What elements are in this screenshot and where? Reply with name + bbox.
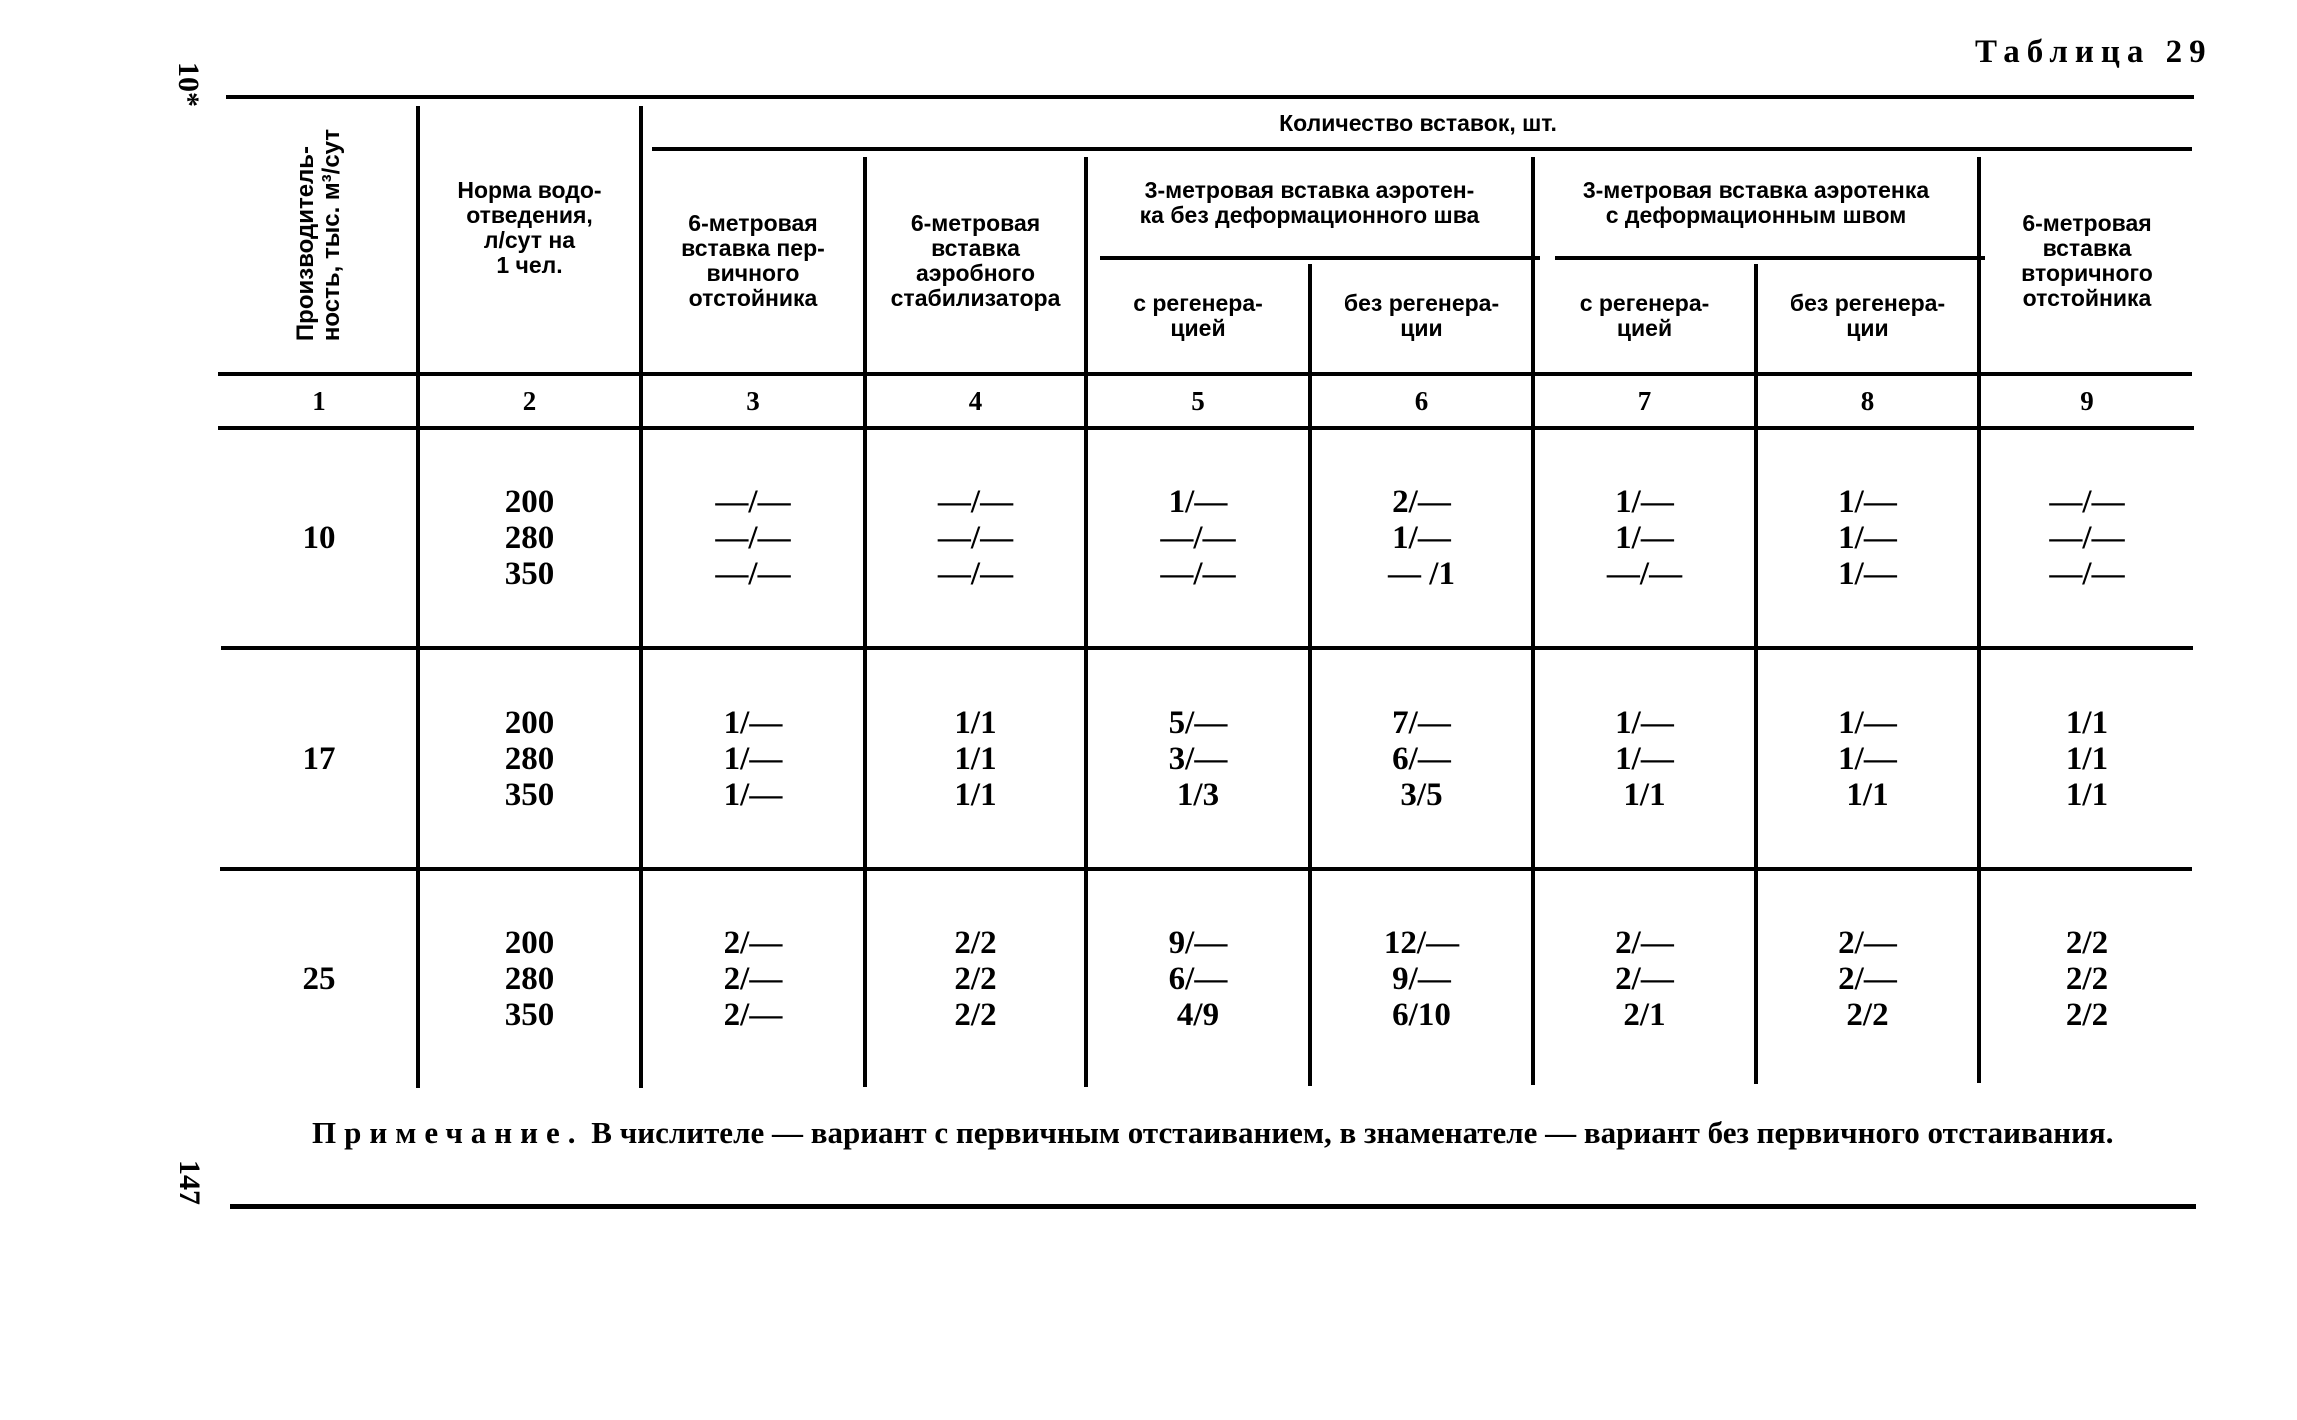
group-header-inserts-count: Количество вставок, шт.	[1279, 109, 1557, 136]
col4-cell: 2/2 2/2 2/2	[954, 925, 997, 1033]
col7-cell: 1/— 1/— 1/1	[1615, 704, 1674, 813]
col9-cell: 1/1 1/1 1/1	[2065, 704, 2109, 813]
capacity-cell: 25	[302, 961, 336, 997]
col5-cell: 5/— 3/— 1/3	[1168, 704, 1228, 813]
column-number-5: 5	[1191, 385, 1205, 416]
page-bottom-rule	[230, 1204, 2196, 1209]
col7-cell: 2/— 2/— 2/1	[1615, 925, 1674, 1033]
header-col5-with-regeneration: с регенера- цией	[1133, 290, 1263, 341]
col4-cell: —/— —/— —/—	[937, 484, 1014, 592]
header-col7-with-regeneration: с регенера- цией	[1579, 290, 1710, 341]
header-col6-without-regeneration: без регенера- ции	[1343, 290, 1500, 341]
column-number-3: 3	[746, 385, 760, 416]
margin-page-number: 147	[173, 1160, 206, 1205]
header-secondary-settler: 6-метровая вставка вторичного отстойника	[2021, 210, 2153, 311]
table-top-rule	[226, 95, 2194, 99]
column-number-8: 8	[1860, 385, 1875, 416]
col6-cell: 2/— 1/— — /1	[1388, 484, 1455, 592]
col9-cell: —/— —/— —/—	[2049, 484, 2125, 592]
header-drainage-norm: Норма водо- отведения, л/сут на 1 чел.	[457, 177, 602, 278]
col8-cell: 1/— 1/— 1/1	[1838, 704, 1897, 813]
capacity-cell: 10	[302, 520, 336, 556]
header-capacity	[222, 100, 416, 370]
column-number-2: 2	[522, 385, 537, 416]
col6-cell: 7/— 6/— 3/5	[1392, 704, 1451, 813]
column-number-9: 9	[2080, 385, 2094, 416]
col3-cell: —/— —/— —/—	[715, 484, 791, 592]
col4-cell: 1/1 1/1 1/1	[954, 704, 997, 813]
norm-cell: 200 280 350	[504, 704, 555, 813]
col5-cell: 9/— 6/— 4/9	[1168, 925, 1228, 1033]
col5-cell: 1/— —/— —/—	[1160, 484, 1236, 592]
footnote-label: Примечание.	[312, 1115, 584, 1150]
footnote-text: В числителе — вариант с первичным отстаиванием, в знаменателе — вариант без первичного отстаивания.	[583, 1115, 2114, 1150]
group-header-aerotank-no-joint: 3-метровая вставка аэротен- ка без деформационного шва	[1139, 177, 1480, 228]
col9-cell: 2/2 2/2 2/2	[2065, 925, 2109, 1033]
column-number-7: 7	[1637, 385, 1652, 416]
column-number-4: 4	[968, 385, 983, 416]
group-header-rule	[652, 147, 2192, 151]
subgroup-rule-78	[1555, 256, 1985, 260]
col3-cell: 1/— 1/— 1/—	[723, 704, 783, 813]
column-number-6: 6	[1414, 385, 1429, 416]
header-aerobic-stabilizer: 6-метровая вставка аэробного стабилизатора	[890, 210, 1061, 311]
margin-page-marker-top: 10*	[172, 62, 205, 107]
norm-cell: 200 280 350	[504, 925, 555, 1033]
col3-cell: 2/— 2/— 2/—	[723, 925, 783, 1033]
norm-cell: 200 280 350	[504, 484, 555, 592]
table-footnote	[232, 1112, 2194, 1154]
capacity-cell: 17	[302, 740, 336, 777]
table-title: Таблица 29	[1975, 34, 2213, 70]
col8-cell: 2/— 2/— 2/2	[1838, 925, 1897, 1033]
col6-cell: 12/— 9/— 6/10	[1383, 925, 1460, 1033]
group-header-aerotank-with-joint: 3-метровая вставка аэротенка с деформационным швом	[1582, 177, 1930, 228]
header-capacity-text: Производитель- ность, тыс. м³/сут	[292, 128, 345, 342]
col8-cell: 1/— 1/— 1/—	[1838, 484, 1897, 592]
col7-cell: 1/— 1/— —/—	[1606, 484, 1683, 592]
subgroup-rule-56	[1100, 256, 1540, 260]
header-col8-without-regeneration: без регенера- ции	[1789, 290, 1946, 341]
header-primary-settler: 6-метровая вставка пер- вичного отстойника	[681, 210, 825, 311]
column-number-1: 1	[312, 385, 326, 416]
